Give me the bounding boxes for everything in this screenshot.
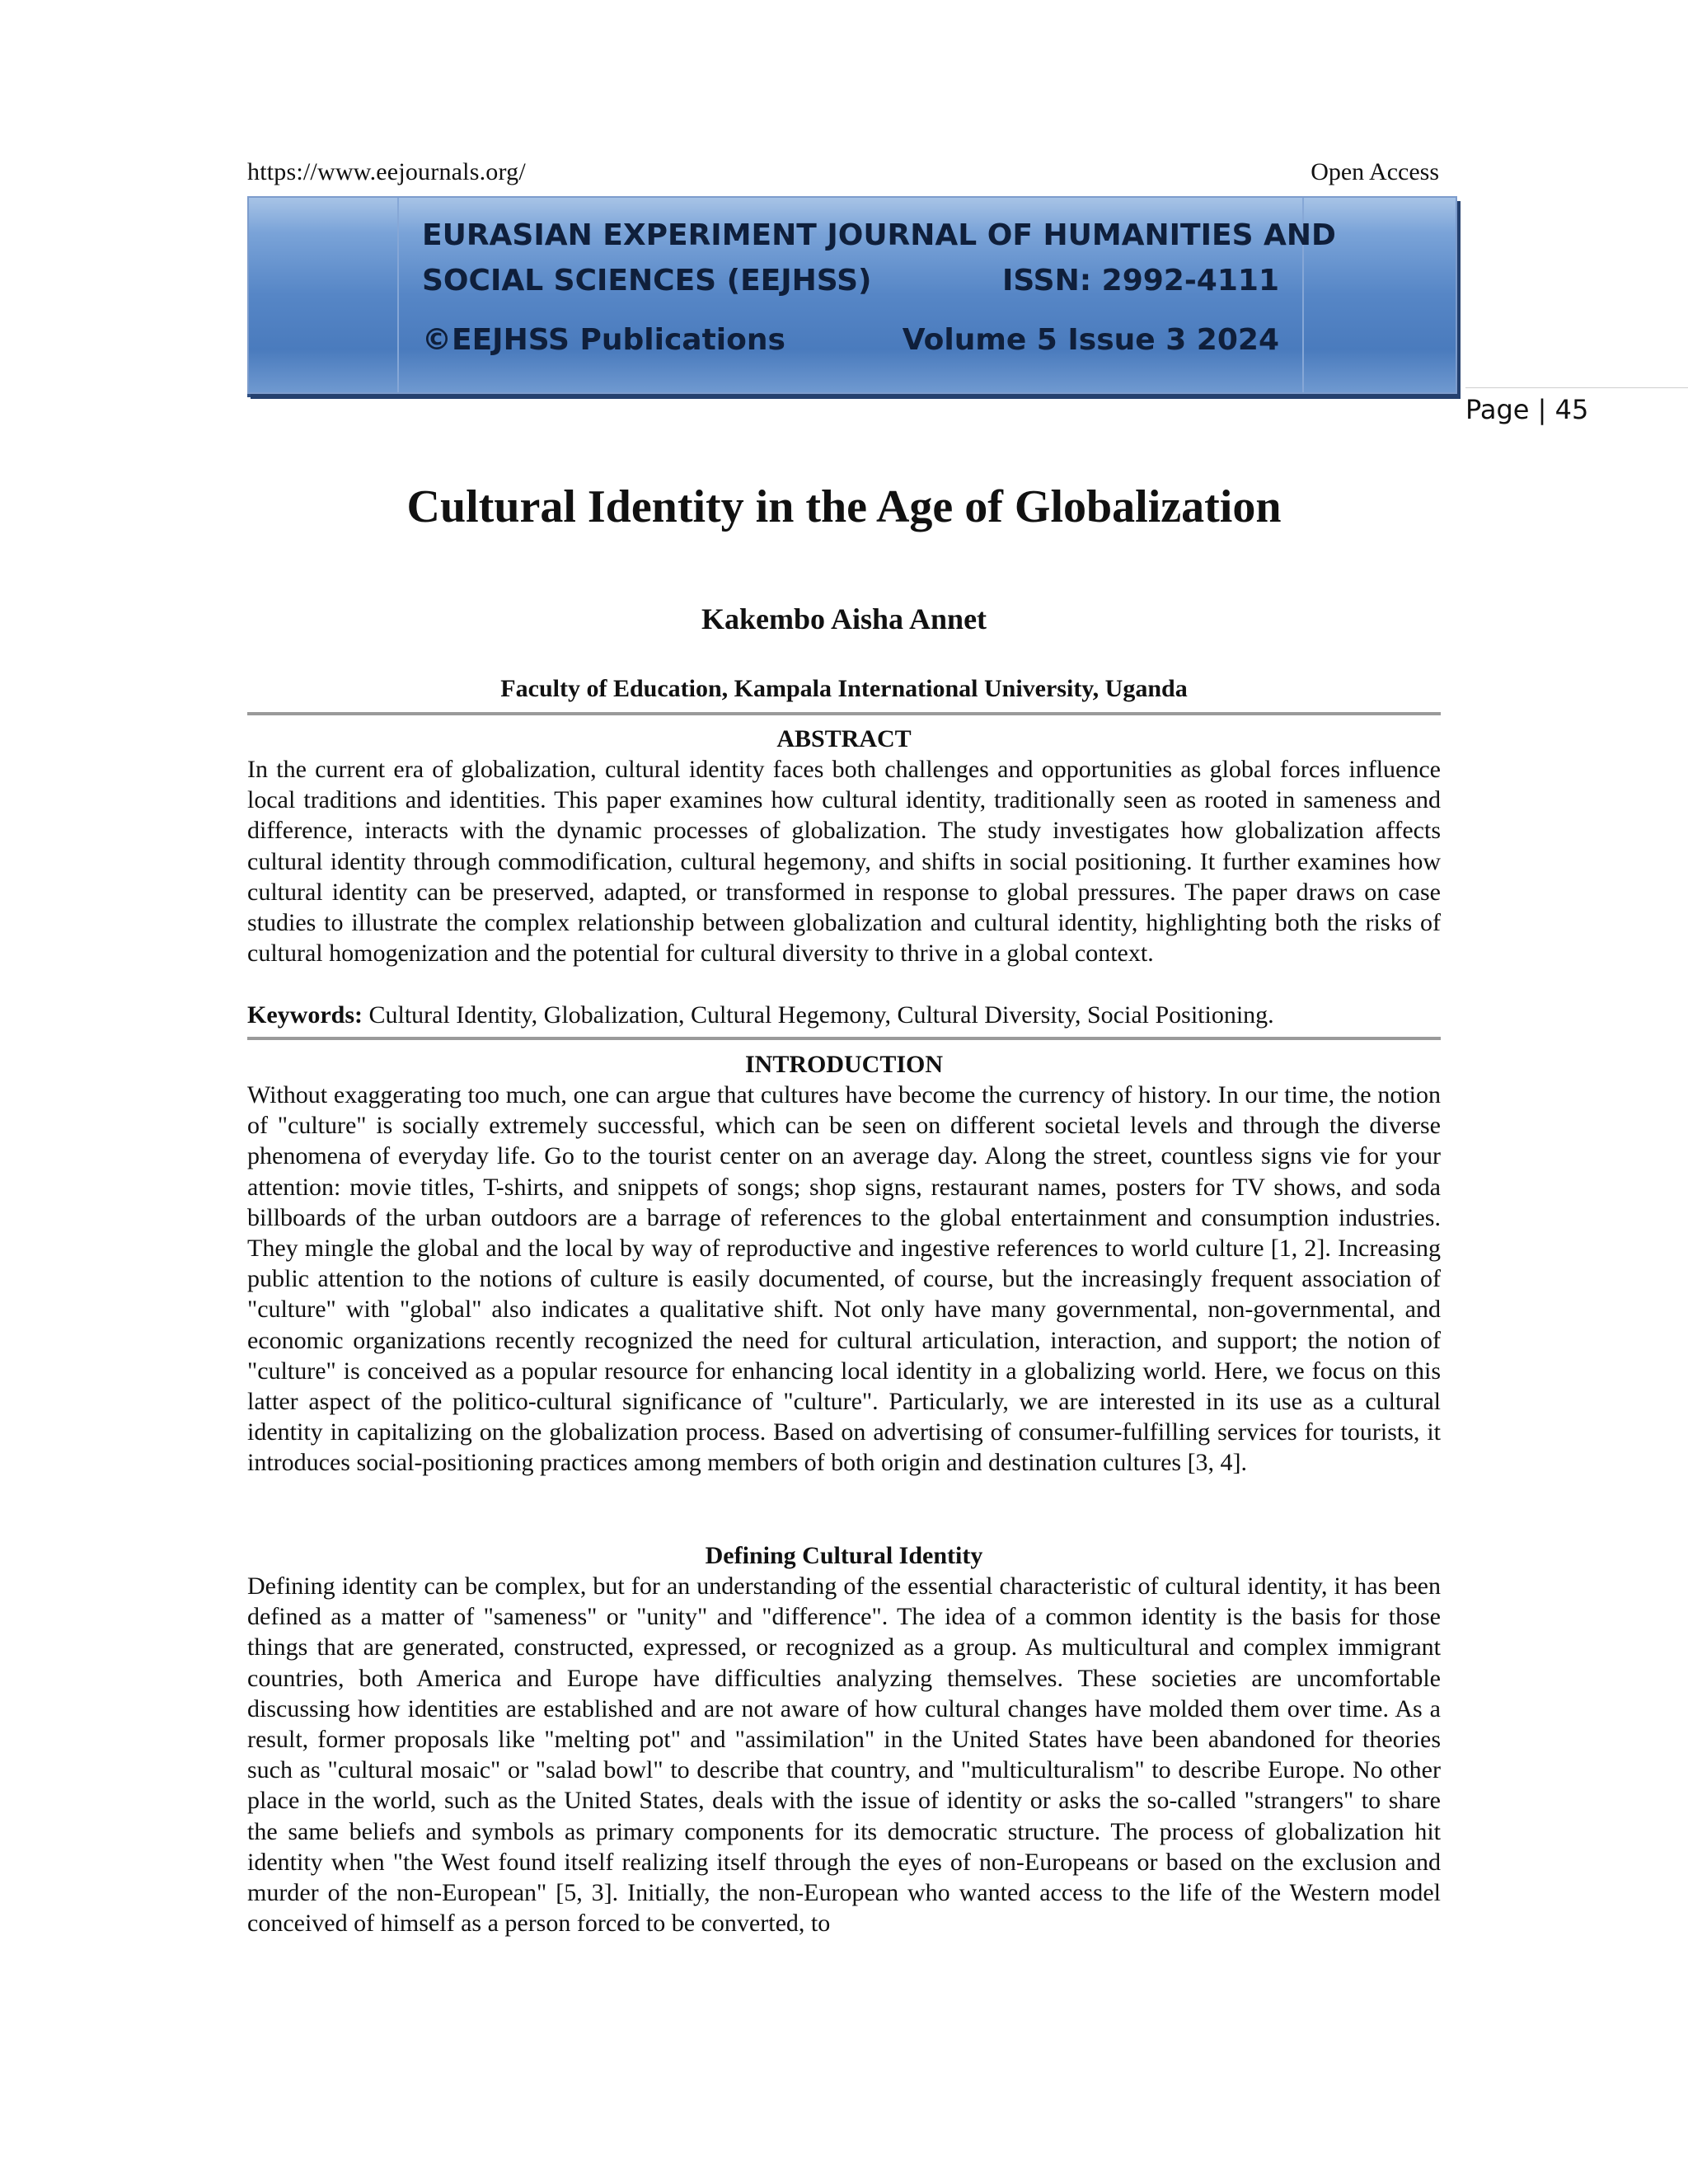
banner-divider [397,198,399,392]
section-divider [247,712,1441,715]
author-affiliation: Faculty of Education, Kampala International University, Uganda [500,675,1188,702]
introduction-heading: INTRODUCTION [744,1051,944,1078]
page-number-rule [1465,387,1688,388]
defining-cultural-identity-heading: Defining Cultural Identity [705,1542,983,1569]
introduction-text: Without exaggerating too much, one can argue that cultures have become the currency of history. In our time, the notion of "culture" is socially extremely successful, which can be seen on different societal levels and through the diverse phenomena of everyday life. Go to the tourist center on an average day. Along the street, countless signs vie for your attention: movie titles, T-shirts, and snippets of songs; shop signs, restaurant names, posters for TV shows, and soda billboards of the urban outdoors are a barrage of references to the global entertainment and consumption industries. They mingle the global and the local by way of reproductive and ingestive references to world culture [1, 2]. Increasing public attention to the notions of culture is easily documented, of course, but the increasingly frequent association of "culture" with "global" also indicates a qualitative shift. Not only have many governmental, non-governmental, and economic organizations recently recognized the need for cultural articulation, interaction, and support; the notion of "culture" is conceived as a popular resource for enhancing local identity in a globalizing world. Here, we focus on this latter aspect of the politico-cultural significance of "culture". Particularly, we are interested in its use as a cultural identity in capitalizing on the globalization process. Based on advertising of consumer-fulfilling services for tourists, it introduces social-positioning practices among members of both origin and destination cultures [3, 4]. [247,1081,1441,1477]
keywords-list: Cultural Identity, Globalization, Cultural Hegemony, Cultural Diversity, Social Positioning. [362,1001,1274,1029]
defining-cultural-identity-text: Defining identity can be complex, but for an understanding of the essential characteristic of cultural identity, it has been defined as a matter of "sameness" or "unity" and "difference". The idea of a common identity is the basis for those things that are generated, constructed, expressed, or recognized as a group. As multicultural and complex immigrant countries, both America and Europe have difficulties analyzing themselves. These societies are uncomfortable discussing how identities are established and are not aware of how cultural changes have molded them over time. As a result, former proposals like "melting pot" and "assimilation" in the United States have been abandoned for theories such as "cultural mosaic" or "salad bowl" to describe that country, and "multiculturalism" to describe Europe. No other place in the world, such as the United States, deals with the issue of identity or asks the so-called "strangers" to share the same beliefs and symbols as primary components for its democratic structure. The process of globalization hit identity when "the West found itself realizing itself through the eyes of non-Europeans or based on the exclusion and murder of the non-European" [5, 3]. Initially, the non-European who wanted access to the life of the Western model conceived of himself as a person forced to be converted, to [247,1572,1441,1938]
page-number: Page | 45 [1465,394,1589,425]
section-divider [247,1037,1441,1040]
journal-title [422,213,1336,303]
paper-author: Kakembo Aisha Annet [701,602,987,635]
open-access-label: Open Access [1311,158,1439,185]
banner-footer [422,323,1279,357]
journal-url[interactable]: https://www.eejournals.org/ [247,158,526,185]
journal-volume: Volume 5 Issue 3 2024 [902,323,1279,357]
journal-banner [247,196,1457,394]
keywords-label: Keywords: [247,1001,363,1029]
paper-title: Cultural Identity in the Age of Globalization [406,481,1282,532]
journal-title-line1: EURASIAN EXPERIMENT JOURNAL OF HUMANITIES AND [422,218,1336,252]
journal-publisher: ©EEJHSS Publications [422,323,785,357]
abstract-heading: ABSTRACT [776,725,912,752]
journal-issn: ISSN: 2992-4111 [1001,264,1279,298]
abstract-text: In the current era of globalization, cultural identity faces both challenges and opportunities as global forces influence local traditions and identities. This paper examines how cultural identity, traditionally seen as rooted in sameness and difference, interacts with the dynamic processes of globalization. The study investigates how globalization affects cultural identity through commodification, cultural hegemony, and shifts in social positioning. It further examines how cultural identity can be preserved, adapted, or transformed in response to global pressures. The paper draws on case studies to illustrate the complex relationship between globalization and cultural identity, highlighting both the risks of cultural homogenization and the potential for cultural diversity to thrive in a global context. [247,756,1441,968]
journal-title-line2: SOCIAL SCIENCES (EEJHSS) [422,264,872,298]
keywords [247,1000,1441,1030]
